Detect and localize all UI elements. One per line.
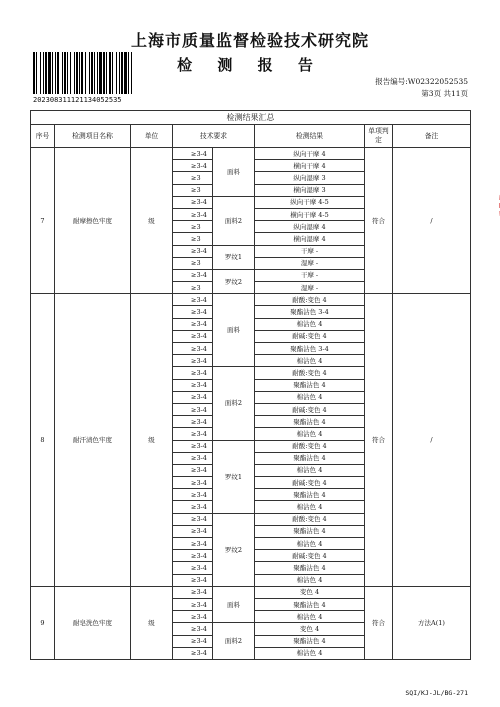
result-value: 聚酯沾色 4	[255, 416, 365, 428]
requirement-value: ≥3-4	[173, 208, 213, 220]
barcode-bar	[116, 52, 117, 94]
barcode-bar	[97, 52, 98, 94]
barcode-bar	[40, 52, 41, 94]
result-value: 聚酯沾色 4	[255, 562, 365, 574]
result-value: 耐碱:变色 4	[255, 403, 365, 415]
row-judgement: 符合	[365, 586, 393, 659]
requirement-value: ≥3-4	[173, 477, 213, 489]
requirement-value: ≥3-4	[173, 538, 213, 550]
result-value: 纵向湿摩 4	[255, 221, 365, 233]
barcode-bar	[43, 52, 44, 94]
requirement-value: ≥3	[173, 282, 213, 294]
barcode-icon	[33, 52, 133, 94]
part-name: 罗纹2	[213, 513, 255, 586]
result-value: 聚酯沾色 4	[255, 598, 365, 610]
requirement-value: ≥3-4	[173, 306, 213, 318]
row-item-name: 耐皂洗色牢度	[55, 586, 131, 659]
barcode-bar	[91, 52, 93, 94]
barcode-bar	[99, 52, 102, 94]
requirement-value: ≥3-4	[173, 525, 213, 537]
requirement-value: ≥3-4	[173, 367, 213, 379]
barcode-bar	[48, 52, 51, 94]
barcode-bar	[119, 52, 120, 94]
table-title: 检测结果汇总	[31, 111, 471, 125]
result-value: 纵向干摩 4-5	[255, 196, 365, 208]
part-name: 面料	[213, 148, 255, 197]
result-value: 棉沾色 4	[255, 428, 365, 440]
result-value: 棉沾色 4	[255, 318, 365, 330]
result-value: 聚酯沾色 4	[255, 452, 365, 464]
requirement-value: ≥3	[173, 257, 213, 269]
part-name: 罗纹2	[213, 269, 255, 293]
requirement-value: ≥3-4	[173, 574, 213, 586]
part-name: 罗纹1	[213, 440, 255, 513]
result-value: 耐酸:变色 4	[255, 294, 365, 306]
barcode-bar	[109, 52, 111, 94]
result-value: 棉沾色 4	[255, 538, 365, 550]
requirement-value: ≥3	[173, 233, 213, 245]
table-row	[31, 294, 471, 306]
requirement-value: ≥3-4	[173, 196, 213, 208]
requirement-value: ≥3-4	[173, 586, 213, 598]
part-name: 面料	[213, 294, 255, 367]
result-value: 湿摩 -	[255, 257, 365, 269]
header-result: 检测结果	[255, 125, 365, 148]
barcode-bar	[79, 52, 80, 94]
row-seq: 9	[31, 586, 55, 659]
table-row	[31, 148, 471, 160]
requirement-value: ≥3-4	[173, 148, 213, 160]
result-value: 棉沾色 4	[255, 464, 365, 476]
result-value: 聚酯沾色 3-4	[255, 343, 365, 355]
barcode-bar	[81, 52, 83, 94]
barcode-bar	[85, 52, 86, 94]
barcode-bar	[131, 52, 132, 94]
header-seq: 序号	[31, 125, 55, 148]
barcode-bar	[55, 52, 56, 94]
requirement-value: ≥3-4	[173, 464, 213, 476]
requirement-value: ≥3-4	[173, 611, 213, 623]
result-value: 棉沾色 4	[255, 501, 365, 513]
result-value: 棉沾色 4	[255, 574, 365, 586]
requirement-value: ≥3-4	[173, 598, 213, 610]
requirement-value: ≥3-4	[173, 160, 213, 172]
row-seq: 8	[31, 294, 55, 587]
barcode-bar	[70, 52, 71, 94]
result-value: 纵向干摩 4	[255, 148, 365, 160]
barcode-bar	[33, 52, 35, 94]
result-value: 聚酯沾色 4	[255, 635, 365, 647]
requirement-value: ≥3-4	[173, 245, 213, 257]
result-value: 棉沾色 4	[255, 647, 365, 659]
red-seal-stamp	[488, 160, 500, 250]
result-value: 耐碱:变色 4	[255, 330, 365, 342]
result-value: 横向干摩 4-5	[255, 208, 365, 220]
document-title: 检 测 报 告	[177, 56, 323, 74]
part-name: 面料2	[213, 196, 255, 245]
result-value: 纵向湿摩 3	[255, 172, 365, 184]
result-value: 聚酯沾色 4	[255, 489, 365, 501]
requirement-value: ≥3-4	[173, 562, 213, 574]
result-value: 聚酯沾色 4	[255, 525, 365, 537]
requirement-value: ≥3-4	[173, 355, 213, 367]
table-row	[31, 586, 471, 598]
barcode-bar	[64, 52, 66, 94]
header-item: 检测项目名称	[55, 125, 131, 148]
requirement-value: ≥3-4	[173, 513, 213, 525]
report-number: 报告编号:W02322052535	[375, 77, 468, 86]
barcode-bar	[121, 52, 123, 94]
barcode-bar	[67, 52, 68, 94]
row-unit: 级	[131, 294, 173, 587]
barcode-bar	[124, 52, 127, 94]
result-value: 横向湿摩 3	[255, 184, 365, 196]
barcode-bar	[128, 52, 129, 94]
barcode-bar	[57, 52, 59, 94]
row-seq: 7	[31, 148, 55, 294]
page-info: 第3页 共11页	[421, 89, 468, 98]
result-value: 横向干摩 4	[255, 160, 365, 172]
part-name: 面料2	[213, 367, 255, 440]
requirement-value: ≥3-4	[173, 550, 213, 562]
barcode-bar	[62, 52, 63, 94]
result-value: 耐酸:变色 4	[255, 513, 365, 525]
requirement-value: ≥3-4	[173, 294, 213, 306]
footer-code: SQI/KJ-JL/BG-271	[405, 689, 468, 697]
requirement-value: ≥3-4	[173, 330, 213, 342]
result-value: 变色 4	[255, 623, 365, 635]
result-value: 聚酯沾色 3-4	[255, 306, 365, 318]
header-note: 备注	[393, 125, 471, 148]
result-value: 变色 4	[255, 586, 365, 598]
requirement-value: ≥3-4	[173, 440, 213, 452]
row-judgement: 符合	[365, 294, 393, 587]
barcode-bar	[52, 52, 53, 94]
barcode-bar	[89, 52, 90, 94]
result-value: 耐酸:变色 4	[255, 440, 365, 452]
result-value: 聚酯沾色 4	[255, 379, 365, 391]
result-value: 干摩 -	[255, 269, 365, 281]
result-value: 横向湿摩 4	[255, 233, 365, 245]
header-judgement: 单项判定	[365, 125, 393, 148]
requirement-value: ≥3-4	[173, 269, 213, 281]
requirement-value: ≥3	[173, 172, 213, 184]
barcode-bar	[112, 52, 113, 94]
requirement-value: ≥3-4	[173, 489, 213, 501]
row-judgement: 符合	[365, 148, 393, 294]
barcode-bar	[103, 52, 105, 94]
requirement-value: ≥3-4	[173, 452, 213, 464]
requirement-value: ≥3	[173, 221, 213, 233]
barcode-bar	[76, 52, 78, 94]
barcode-bar	[94, 52, 95, 94]
requirement-value: ≥3-4	[173, 343, 213, 355]
results-table	[30, 110, 471, 660]
result-value: 干摩 -	[255, 245, 365, 257]
requirement-value: ≥3-4	[173, 428, 213, 440]
part-name: 罗纹1	[213, 245, 255, 269]
requirement-value: ≥3	[173, 184, 213, 196]
requirement-value: ≥3-4	[173, 403, 213, 415]
row-note: /	[393, 148, 471, 294]
result-value: 耐碱:变色 4	[255, 477, 365, 489]
header-requirement: 技术要求	[173, 125, 255, 148]
header-unit: 单位	[131, 125, 173, 148]
requirement-value: ≥3-4	[173, 379, 213, 391]
row-item-name: 耐摩擦色牢度	[55, 148, 131, 294]
requirement-value: ≥3-4	[173, 318, 213, 330]
org-title: 上海市质量监督检验技术研究院	[130, 31, 369, 50]
part-name: 面料2	[213, 623, 255, 660]
barcode-number: 202308311121134052535	[33, 96, 122, 104]
row-note: /	[393, 294, 471, 587]
result-value: 耐碱:变色 4	[255, 550, 365, 562]
requirement-value: ≥3-4	[173, 501, 213, 513]
result-value: 湿摩 -	[255, 282, 365, 294]
row-unit: 级	[131, 148, 173, 294]
barcode-bar	[106, 52, 107, 94]
requirement-value: ≥3-4	[173, 635, 213, 647]
row-note: 方法A(1)	[393, 586, 471, 659]
barcode-bar	[74, 52, 75, 94]
requirement-value: ≥3-4	[173, 391, 213, 403]
row-item-name: 耐汗渍色牢度	[55, 294, 131, 587]
requirement-value: ≥3-4	[173, 416, 213, 428]
requirement-value: ≥3-4	[173, 647, 213, 659]
barcode-bar	[45, 52, 47, 94]
result-value: 耐酸:变色 4	[255, 367, 365, 379]
part-name: 面料	[213, 586, 255, 623]
barcode-bar	[36, 52, 37, 94]
result-value: 棉沾色 4	[255, 355, 365, 367]
result-value: 棉沾色 4	[255, 391, 365, 403]
row-unit: 级	[131, 586, 173, 659]
result-value: 棉沾色 4	[255, 611, 365, 623]
requirement-value: ≥3-4	[173, 623, 213, 635]
